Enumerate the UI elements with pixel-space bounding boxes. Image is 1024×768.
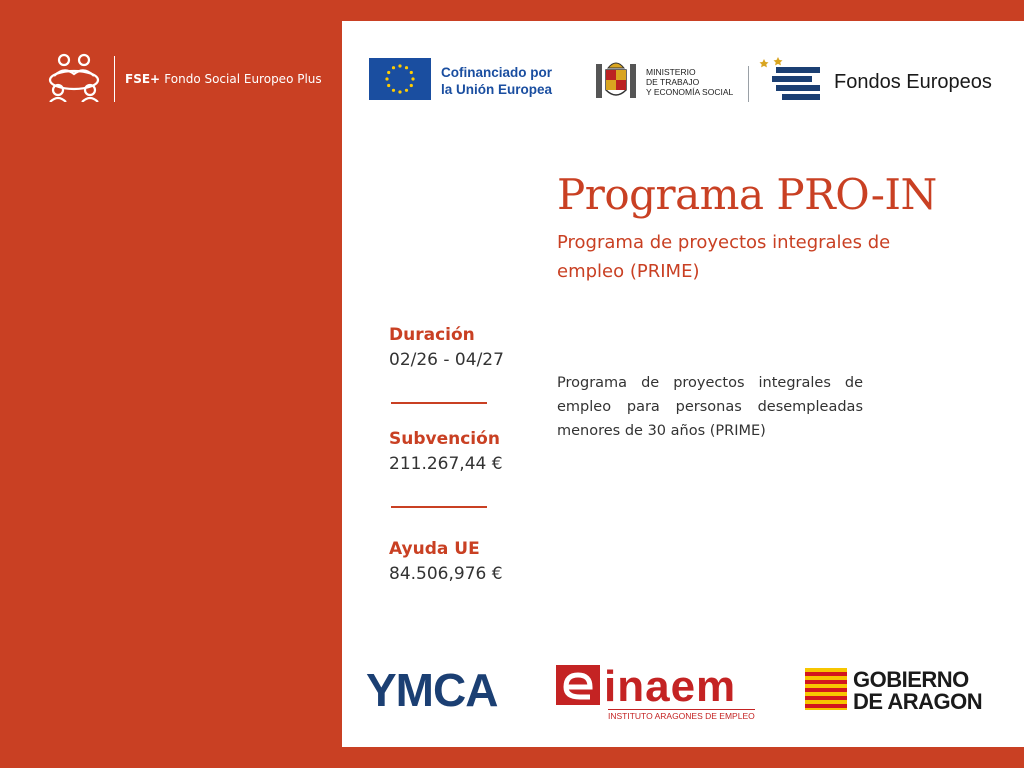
eu-logo: [369, 58, 552, 104]
aragon-line2: DE ARAGON: [853, 689, 983, 714]
ymca-text: YMCA: [366, 664, 498, 716]
stat-label: Subvención: [389, 429, 500, 449]
program-title: Programa PRO-IN: [557, 170, 937, 219]
fondos-europeos-logo: [758, 57, 992, 107]
inaem-e-icon: [556, 665, 600, 709]
stat-duration: [389, 323, 504, 373]
stat-divider: [391, 402, 487, 404]
aragon-line1: GOBIERNO: [853, 667, 969, 692]
fse-brand: FSE+: [125, 72, 161, 86]
stat-subvencion: [389, 427, 503, 477]
stat-value: 84.506,976 €: [389, 564, 503, 584]
ministry-line1: MINISTERIO: [646, 67, 696, 77]
ymca-logo: [366, 664, 498, 716]
aragon-flag-icon: [805, 668, 847, 714]
logo-separator: [748, 66, 749, 102]
fse-label: [125, 72, 322, 86]
stat-label: Duración: [389, 325, 475, 345]
stat-ayuda-ue: [389, 537, 503, 587]
people-meeting-icon: [46, 52, 102, 106]
ministry-logo: [594, 56, 746, 108]
fondos-text: Fondos Europeos: [834, 70, 992, 93]
eu-line2: la Unión Europea: [441, 82, 553, 97]
fse-header: [46, 52, 322, 106]
ministry-line2: DE TRABAJO: [646, 77, 700, 87]
inaem-subtitle: INSTITUTO ARAGONES DE EMPLEO: [608, 711, 755, 721]
eu-line1: Cofinanciado por: [441, 65, 552, 80]
program-subtitle: Programa de proyectos integrales de empleo (PRIME): [557, 232, 891, 282]
stat-value: 02/26 - 04/27: [389, 350, 504, 370]
stat-value: 211.267,44 €: [389, 454, 503, 474]
gobierno-aragon-logo: [805, 668, 982, 714]
inaem-text: inaem: [604, 662, 737, 711]
fse-name: Fondo Social Europeo Plus: [164, 72, 322, 86]
ministry-line3: Y ECONOMÍA SOCIAL: [646, 87, 734, 97]
stat-divider: [391, 506, 487, 508]
fondos-stripes-icon: [758, 57, 824, 107]
inaem-logo: [556, 662, 755, 721]
stat-label: Ayuda UE: [389, 539, 480, 559]
fse-divider: [114, 56, 115, 102]
eu-flag-icon: [369, 58, 431, 104]
program-description: Programa de proyectos integrales de empleo para personas desempleadas menores de 30 años (PRIME): [557, 375, 863, 439]
coat-of-arms-icon: [594, 56, 638, 108]
